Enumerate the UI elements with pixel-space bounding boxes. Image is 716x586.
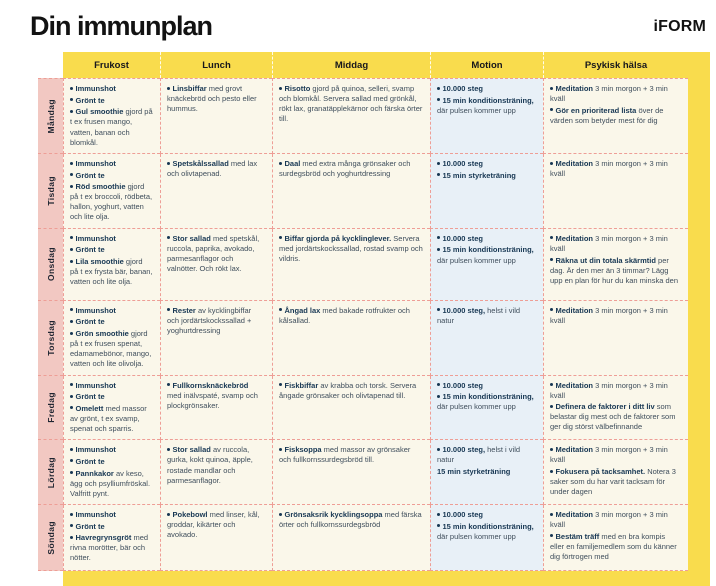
bullet-icon: [550, 405, 553, 408]
cell-item: [550, 467, 681, 497]
immune-plan-table: [38, 52, 710, 586]
item-lead: Pokebowl: [172, 510, 208, 520]
item-lead: Stor sallad: [172, 445, 211, 455]
day-label: Tisdag: [45, 176, 56, 206]
cell-item: [437, 245, 536, 265]
table-header-row: [63, 52, 710, 78]
column-header-motion: Motion: [430, 52, 543, 78]
cell-item: [437, 306, 536, 326]
cell-frukost: [63, 154, 160, 229]
item-lead: Rester: [172, 305, 196, 315]
day-cell: [38, 229, 63, 301]
bullet-icon: [70, 162, 73, 165]
day-cell: [38, 376, 63, 441]
right-yellow-strip: [688, 52, 710, 586]
item-lead: Meditation: [555, 445, 593, 455]
item-lead: 10.000 steg: [442, 159, 483, 169]
item-lead: Meditation: [555, 159, 593, 169]
bullet-icon: [279, 236, 282, 239]
item-lead: Spetskålssallad: [172, 159, 229, 169]
cell-item: [70, 171, 153, 181]
cell-psykisk: [543, 229, 688, 301]
cell-frukost: [63, 301, 160, 376]
bullet-icon: [167, 87, 170, 90]
item-text: av ruccola, gurka, kokt quinoa, äpple, rostade mandlar och parmesanflagor.: [167, 445, 253, 485]
cell-motion: [430, 229, 543, 301]
item-lead: Grönt te: [75, 392, 105, 402]
bullet-icon: [70, 383, 73, 386]
day-cell: [38, 440, 63, 505]
cell-lunch: [160, 376, 272, 441]
item-text: av krabba och torsk. Servera ångade grönsaker och olivtapenad till.: [279, 380, 417, 400]
item-text: med linser, kål, groddar, kikärter och avokado.: [167, 510, 260, 540]
cell-item: [70, 257, 153, 287]
item-lead: 10.000 steg: [442, 84, 483, 94]
item-lead: Fiskbiffar: [284, 380, 319, 390]
day-label: Lördag: [45, 456, 56, 488]
item-lead: Bestäm träff: [555, 531, 600, 541]
item-lead: Grönt te: [75, 170, 105, 180]
cell-item: [437, 234, 536, 244]
item-lead: Immunshot: [75, 445, 116, 455]
bullet-icon: [279, 308, 282, 311]
item-text: gjord på t ex frusen spenat, edamamebönor, mango, vatten och lite olivolja.: [70, 329, 152, 369]
day-cell: [38, 78, 63, 154]
table-row-1: [38, 78, 688, 154]
cell-middag: [272, 440, 430, 505]
item-lead: 15 min konditionsträning,: [442, 95, 534, 105]
item-lead: 15 min konditionsträning,: [442, 521, 534, 531]
bullet-icon: [167, 236, 170, 239]
item-lead: Grön smoothie: [75, 329, 129, 338]
cell-psykisk: [543, 440, 688, 505]
item-lead: 15 min konditionsträning,: [442, 245, 534, 255]
item-lead: Immunshot: [75, 159, 116, 169]
item-text: där pulsen kommer upp: [437, 531, 516, 541]
cell-item: [437, 522, 536, 542]
item-lead: Grönsaksrik kycklingsoppa: [284, 510, 383, 520]
cell-item: [167, 234, 265, 274]
bullet-icon: [70, 320, 73, 323]
cell-item: [550, 256, 681, 286]
item-text: som belastar dig mest och de faktorer som ger dig störst välbefinnande: [550, 402, 676, 432]
day-cell: [38, 505, 63, 571]
cell-item: [70, 234, 153, 244]
item-lead: Grönt te: [75, 317, 105, 327]
item-text: helst i vild natur: [437, 445, 521, 465]
cell-item: [167, 159, 265, 179]
item-lead: Immunshot: [75, 380, 116, 390]
item-text: gjord på t ex frysta bär, banan, vatten och lite olja.: [70, 257, 153, 287]
bullet-icon: [279, 513, 282, 516]
bullet-icon: [70, 524, 73, 527]
item-text: Servera med jordärtskockssallad, rostad svamp och vildris.: [279, 233, 423, 263]
item-lead: Räkna ut din totala skärmtid: [555, 255, 656, 265]
table-row-4: [38, 301, 688, 376]
item-lead: Immunshot: [75, 510, 116, 520]
item-text: helst i vild natur: [437, 305, 521, 325]
cell-item: [167, 306, 265, 336]
item-lead: 15 min styrketräning: [442, 170, 516, 180]
cell-item: [70, 381, 153, 391]
item-lead: Omelett: [75, 403, 104, 413]
cell-frukost: [63, 505, 160, 571]
day-label: Måndag: [45, 98, 56, 134]
bullet-icon: [437, 308, 440, 311]
cell-lunch: [160, 440, 272, 505]
item-lead: Stor sallad: [172, 233, 211, 243]
item-text: 3 min morgon + 3 min kväll: [550, 445, 668, 465]
item-lead: 10.000 steg,: [442, 445, 486, 455]
item-text: med spetskål, ruccola, paprika, avokado, parmesanflagor och valnötter. Och rökt lax.: [167, 233, 260, 274]
item-lead: Fisksoppa: [284, 445, 322, 455]
day-label: Söndag: [45, 520, 56, 555]
cell-psykisk: [543, 376, 688, 441]
cell-item: [550, 106, 681, 126]
cell-middag: [272, 505, 430, 571]
bullet-icon: [437, 383, 440, 386]
cell-item: [279, 306, 423, 326]
bullet-icon: [550, 534, 553, 537]
bullet-icon: [437, 513, 440, 516]
cell-item: [70, 457, 153, 467]
cell-lunch: [160, 154, 272, 229]
item-text: där pulsen kommer upp: [437, 255, 516, 265]
item-lead: Pannkakor: [75, 468, 114, 478]
bullet-icon: [550, 236, 553, 239]
item-lead: Fullkornsknäckebröd: [172, 380, 249, 390]
item-lead: Lila smoothie: [75, 257, 124, 266]
bullet-icon: [279, 162, 282, 165]
item-text: där pulsen kommer upp: [437, 105, 516, 115]
cell-item: [437, 445, 536, 465]
day-cell: [38, 154, 63, 229]
bullet-icon: [550, 87, 553, 90]
item-text: gjord på t ex broccoli, rödbeta, hallon, yoghurt, vatten och lite olja.: [70, 182, 153, 222]
cell-item: [550, 402, 681, 432]
cell-item: [550, 306, 681, 326]
cell-item: [167, 445, 265, 485]
bullet-icon: [70, 513, 73, 516]
cell-middag: [272, 78, 430, 154]
cell-middag: [272, 229, 430, 301]
item-lead: Meditation: [555, 380, 593, 390]
column-header-psykisk: Psykisk hälsa: [543, 52, 688, 78]
cell-lunch: [160, 229, 272, 301]
item-lead: Immunshot: [75, 305, 116, 315]
cell-item: [437, 84, 536, 94]
cell-item: [550, 234, 681, 254]
item-text: 3 min morgon + 3 min kväll: [550, 380, 668, 400]
item-text: 3 min morgon + 3 min kväll: [550, 510, 668, 530]
cell-frukost: [63, 78, 160, 154]
cell-item: [279, 510, 423, 530]
cell-item: [70, 533, 153, 563]
bullet-icon: [167, 383, 170, 386]
cell-item: [70, 182, 153, 222]
cell-lunch: [160, 301, 272, 376]
bullet-icon: [70, 395, 73, 398]
item-text: 3 min morgon + 3 min kväll: [550, 233, 668, 253]
bullet-icon: [70, 471, 73, 474]
item-lead: Gör en prioriterad lista: [555, 105, 637, 115]
bullet-icon: [70, 248, 73, 251]
bullet-icon: [437, 448, 440, 451]
bullet-icon: [437, 395, 440, 398]
bullet-icon: [437, 236, 440, 239]
cell-frukost: [63, 376, 160, 441]
cell-item: [70, 84, 153, 94]
cell-middag: [272, 376, 430, 441]
bullet-icon: [550, 258, 553, 261]
item-text: med massor av grönsaker och fullkornssurdegsbröd till.: [279, 445, 411, 465]
item-text: med rivna morötter, bär och nötter.: [70, 533, 149, 563]
bullet-icon: [550, 448, 553, 451]
cell-frukost: [63, 229, 160, 301]
bullet-icon: [70, 406, 73, 409]
cell-item: [437, 392, 536, 412]
bullet-icon: [70, 448, 73, 451]
table-row-6: [38, 440, 688, 505]
cell-psykisk: [543, 154, 688, 229]
item-lead: Definera de faktorer i ditt liv: [555, 402, 655, 412]
bullet-icon: [279, 383, 282, 386]
item-lead: Meditation: [555, 233, 593, 243]
item-lead: Gul smoothie: [75, 107, 124, 117]
cell-item: [70, 445, 153, 455]
table-body: [38, 78, 710, 571]
cell-item: [550, 532, 681, 562]
table-row-3: [38, 229, 688, 301]
item-lead: Linsbiffar: [172, 84, 207, 94]
item-text: per dag. Är den mer än 3 timmar? Lägg upp en plan för hur du kan minska den: [550, 255, 679, 285]
item-text: 3 min morgon + 3 min kväll: [550, 84, 668, 104]
bullet-icon: [437, 248, 440, 251]
day-label: Torsdag: [45, 319, 56, 356]
column-header-middag: Middag: [272, 52, 430, 78]
table-row-7: [38, 505, 688, 571]
cell-psykisk: [543, 301, 688, 376]
bullet-icon: [70, 87, 73, 90]
item-text: med grovt knäckebröd och pesto eller hummus.: [167, 84, 257, 114]
bullet-icon: [550, 108, 553, 111]
bullet-icon: [437, 524, 440, 527]
item-lead: Immunshot: [75, 84, 116, 94]
bullet-icon: [437, 162, 440, 165]
masthead: [30, 12, 710, 40]
bullet-icon: [70, 308, 73, 311]
cell-item: [550, 381, 681, 401]
cell-item: [167, 381, 265, 411]
item-text: med massor av grönt, t ex svamp, spenat och sparris.: [70, 403, 147, 433]
cell-item: [279, 84, 423, 124]
cell-item: [70, 107, 153, 147]
item-lead: Meditation: [555, 305, 593, 315]
item-text: gjord på t ex frusen mango, vatten, banan och blomkål.: [70, 107, 153, 147]
table-row-5: [38, 376, 688, 441]
cell-lunch: [160, 78, 272, 154]
item-text: med bakade rotfrukter och kålsallad.: [279, 305, 410, 325]
item-lead: Biffar gjorda på kycklinglever.: [284, 233, 392, 243]
cell-item: [437, 381, 536, 391]
cell-item: [70, 306, 153, 316]
item-text: av keso, ägg och psylliumfröskal. Valfritt pynt.: [70, 468, 151, 498]
item-lead: Immunshot: [75, 233, 116, 243]
bullet-icon: [70, 236, 73, 239]
cell-item: [550, 445, 681, 465]
cell-item: [70, 245, 153, 255]
bullet-icon: [70, 98, 73, 101]
cell-item: [279, 381, 423, 401]
cell-item: [70, 510, 153, 520]
item-lead: Grönt te: [75, 95, 105, 105]
cell-item: [70, 522, 153, 532]
item-lead: Röd smoothie: [75, 182, 126, 192]
item-text: med en bra kompis eller en familjemedlem som du känner dig förtrogen med: [550, 531, 677, 561]
bullet-icon: [70, 110, 73, 113]
cell-item: [550, 159, 681, 179]
item-text: av kycklingbiffar och jordärtskockssallad + yoghurtdressing: [167, 305, 252, 335]
item-lead: Havregrynsgröt: [75, 533, 132, 543]
bullet-icon: [437, 87, 440, 90]
cell-item: [70, 317, 153, 327]
cell-motion: [430, 301, 543, 376]
bullet-icon: [550, 513, 553, 516]
cell-motion: [430, 376, 543, 441]
item-lead: Grönt te: [75, 456, 105, 466]
bullet-icon: [550, 308, 553, 311]
cell-item: [550, 84, 681, 104]
cell-item: [437, 467, 536, 477]
bullet-icon: [70, 332, 73, 335]
item-text: Notera 3 saker som du har varit tacksam för under dagen: [550, 467, 676, 497]
bullet-icon: [550, 470, 553, 473]
column-header-frukost: Frukost: [63, 52, 160, 78]
bullet-icon: [550, 162, 553, 165]
bullet-icon: [167, 308, 170, 311]
item-text: med inälvspaté, svamp och plockgrönsaker.: [167, 390, 258, 410]
bottom-yellow-bar: [63, 571, 710, 586]
item-lead: Grönt te: [75, 521, 105, 531]
cell-item: [550, 510, 681, 530]
cell-item: [70, 329, 153, 369]
cell-item: [437, 171, 536, 181]
day-label: Fredag: [45, 392, 56, 423]
item-lead: 10.000 steg: [442, 233, 483, 243]
cell-motion: [430, 505, 543, 571]
cell-item: [70, 96, 153, 106]
cell-item: [437, 159, 536, 169]
iform-logo: iFORM: [653, 18, 706, 35]
bullet-icon: [167, 162, 170, 165]
item-text: 3 min morgon + 3 min kväll: [550, 305, 668, 325]
cell-item: [70, 404, 153, 434]
item-lead: Meditation: [555, 510, 593, 520]
item-lead: 10.000 steg: [442, 510, 483, 520]
cell-psykisk: [543, 505, 688, 571]
item-text: där pulsen kommer upp: [437, 402, 516, 412]
item-lead: 10.000 steg,: [442, 305, 486, 315]
item-lead: 10.000 steg: [442, 380, 483, 390]
day-label: Onsdag: [45, 247, 56, 282]
item-text: gjord på quinoa, selleri, svamp och blomkål. Servera sallad med grönkål, rökt lax, granatäpplekärnor och färska örter till.: [279, 84, 423, 124]
item-text: med extra många grönsaker och surdegsbröd och yoghurtdressing: [279, 159, 411, 179]
bullet-icon: [550, 383, 553, 386]
item-lead: Meditation: [555, 84, 593, 94]
cell-middag: [272, 301, 430, 376]
column-header-lunch: Lunch: [160, 52, 272, 78]
bullet-icon: [167, 513, 170, 516]
cell-item: [437, 510, 536, 520]
bullet-icon: [70, 173, 73, 176]
item-lead: 15 min styrketräning: [437, 467, 511, 477]
bullet-icon: [437, 98, 440, 101]
cell-item: [70, 159, 153, 169]
cell-item: [279, 234, 423, 264]
cell-motion: [430, 78, 543, 154]
bullet-icon: [279, 448, 282, 451]
item-text: 3 min morgon + 3 min kväll: [550, 159, 668, 179]
item-text: med färska örter och fullkornssurdegsbröd: [279, 510, 422, 530]
cell-lunch: [160, 505, 272, 571]
cell-item: [70, 469, 153, 499]
item-lead: 15 min konditionsträning,: [442, 392, 534, 402]
bullet-icon: [70, 536, 73, 539]
cell-motion: [430, 440, 543, 505]
cell-item: [437, 96, 536, 116]
item-lead: Ångad lax: [284, 305, 321, 315]
cell-item: [167, 510, 265, 540]
day-cell: [38, 301, 63, 376]
cell-item: [279, 159, 423, 179]
cell-item: [279, 445, 423, 465]
item-text: med lax och olivtapenad.: [167, 159, 258, 179]
bullet-icon: [70, 459, 73, 462]
bullet-icon: [70, 260, 73, 263]
item-lead: Fokusera på tacksamhet.: [555, 467, 646, 477]
item-lead: Daal: [284, 159, 301, 169]
cell-item: [70, 392, 153, 402]
item-lead: Risotto: [284, 84, 311, 94]
item-text: över de värden som betyder mest för dig: [550, 105, 664, 125]
bullet-icon: [437, 173, 440, 176]
cell-motion: [430, 154, 543, 229]
bullet-icon: [167, 448, 170, 451]
cell-frukost: [63, 440, 160, 505]
bullet-icon: [279, 87, 282, 90]
cell-middag: [272, 154, 430, 229]
page-title: Din immunplan: [30, 11, 212, 41]
cell-item: [167, 84, 265, 114]
item-lead: Grönt te: [75, 245, 105, 255]
cell-psykisk: [543, 78, 688, 154]
table-row-2: [38, 154, 688, 229]
bullet-icon: [70, 185, 73, 188]
